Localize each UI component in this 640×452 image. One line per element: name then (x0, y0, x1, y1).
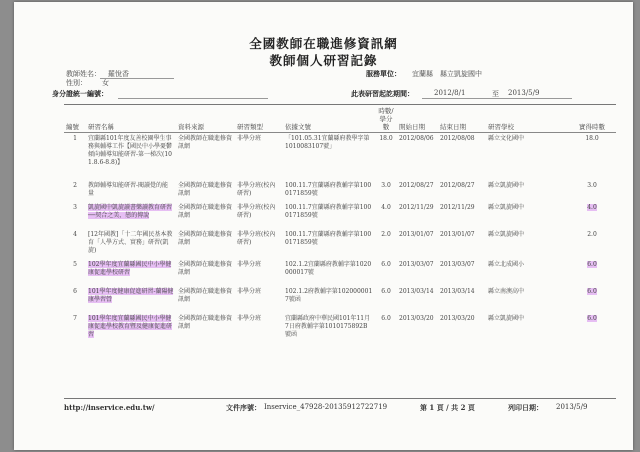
site-url: http://inservice.edu.tw/ (64, 403, 155, 412)
table-row (64, 180, 616, 202)
training-type: 非學分班 (237, 287, 262, 295)
col-header: 依據文號 (283, 106, 375, 133)
highlighted-earned-hours: 6.0 (587, 260, 597, 268)
col-header: 開始日期 (397, 106, 438, 133)
unit-label: 服務單位： (366, 69, 401, 78)
document-title: 全國教師在職進修資訊網 (249, 36, 398, 51)
training-school: 縣立北成國小 (488, 260, 525, 268)
hours: 6.0 (381, 287, 391, 295)
print-date: 2013/5/9 (556, 403, 588, 411)
end-date: 2013/01/07 (440, 230, 475, 238)
end-date: 2013/03/07 (440, 260, 475, 268)
document-serial: Inservice_47928-20135912722719 (264, 403, 388, 411)
training-records-table (64, 106, 616, 351)
id-label: 身分證統一編號： (52, 89, 108, 98)
earned-hours: 2.0 (587, 230, 597, 238)
end-date: 2013/03/14 (440, 287, 475, 295)
end-date: 2012/11/29 (440, 203, 475, 211)
end-date: 2012/08/27 (440, 181, 475, 189)
col-header: 時數/學分數 (375, 106, 397, 133)
training-name (86, 202, 176, 229)
highlighted-earned-hours: 4.0 (587, 203, 597, 211)
period-label: 此表研習起訖期間： (351, 89, 414, 98)
row-number: 3 (73, 203, 77, 211)
highlighted-earned-hours: 6.0 (587, 314, 597, 322)
training-name: [12年國教]「十二年國民基本教育「人學方式、實務」研習(凱旋) (88, 230, 173, 254)
document-number: 102.1.2宜蘭縣府教輔字第1020000017號 (285, 260, 372, 276)
training-type: 非學分班 (237, 135, 262, 142)
hours: 6.0 (381, 314, 391, 322)
row-number: 5 (73, 260, 77, 268)
name-underline (100, 78, 174, 79)
table-row (64, 286, 616, 313)
col-header: 研習名稱 (86, 106, 176, 133)
gender-label: 性別： (66, 79, 87, 87)
hours: 3.0 (381, 181, 391, 189)
start-date: 2013/03/07 (399, 260, 434, 268)
period-start: 2012/8/1 (434, 89, 466, 97)
docno-label: 文件序號： (226, 403, 261, 412)
hours: 6.0 (381, 260, 391, 268)
training-type: 非學分班(校內研習) (237, 181, 276, 197)
start-date: 2012/08/27 (399, 181, 434, 189)
col-header: 資料來源 (176, 106, 235, 133)
period-end: 2013/5/9 (508, 89, 540, 97)
col-header: 編號 (64, 106, 86, 133)
row-number: 4 (73, 230, 77, 238)
highlighted-training-name: 101學年度宜蘭縣國民中小學健康促進學校教育暨及健康促進研習 (88, 314, 173, 338)
table-row (64, 202, 616, 229)
document-number: 102.1.2府教輔字第1020000017號函 (285, 287, 373, 303)
training-type: 非學分班(校內研習) (237, 203, 276, 219)
highlighted-training-name: 101學年度健康促進研習-蘭陽健康學習營 (88, 287, 174, 303)
period-to: 至 (492, 90, 499, 98)
training-name: 教師輔導知能研習-閱讀覺的能量 (88, 181, 169, 197)
earned-hours (568, 286, 616, 313)
teacher-gender: 女 (102, 79, 109, 87)
earned-hours (568, 259, 616, 286)
training-school: 縣立南澳高中 (488, 287, 525, 295)
document-number: 宜蘭縣政府中華民國101年11月7日府教輔字第1010175892B號函 (285, 314, 371, 338)
end-date: 2012/08/08 (440, 135, 475, 142)
data-source: 全國教師在職進修資訊網 (178, 181, 233, 197)
earned-hours: 18.0 (585, 135, 599, 142)
training-name (86, 286, 176, 313)
row-number: 2 (73, 181, 77, 189)
hours: 4.0 (381, 203, 391, 211)
earned-hours: 3.0 (587, 181, 597, 189)
row-number: 1 (73, 135, 77, 142)
data-source: 全國教師在職進修資訊網 (178, 260, 233, 276)
end-date: 2013/03/20 (440, 314, 475, 322)
training-type: 非學分班 (237, 314, 262, 322)
document-number: 100.11.7宜蘭縣府教輔字第1000171859號 (285, 230, 372, 246)
training-name (86, 259, 176, 286)
earned-hours (568, 313, 616, 351)
table-row (64, 133, 616, 180)
highlighted-earned-hours: 6.0 (587, 287, 597, 295)
start-date: 2012/08/06 (399, 135, 434, 142)
document-number: 「101.05.31宜蘭縣府教學字第1010083107號」 (285, 135, 370, 150)
col-header: 結束日期 (438, 106, 486, 133)
hours: 18.0 (379, 135, 393, 142)
row-number: 7 (73, 314, 77, 322)
hours: 2.0 (381, 230, 391, 238)
training-name: 宜蘭縣101年度友善校園學生事務與輔導工作【國民中小學憂鬱傾向輔導知能研習-第一梯次(101.8.6-8.8)】 (88, 135, 173, 166)
id-underline (118, 98, 268, 99)
table-header-row (64, 106, 616, 133)
document-subtitle: 教師個人研習記錄 (269, 53, 378, 68)
table-row (64, 313, 616, 351)
data-source: 全國教師在職進修資訊網 (178, 314, 233, 330)
teacher-name: 羅悅香 (108, 70, 129, 78)
service-unit: 宜蘭縣 縣立凱旋國中 (412, 70, 482, 78)
data-source: 全國教師在職進修資訊網 (178, 135, 233, 150)
document-page (14, 2, 633, 450)
footer-rule (64, 398, 616, 399)
training-type: 非學分班 (237, 260, 262, 268)
earned-hours (568, 202, 616, 229)
highlighted-training-name: 凱旋國中凱旋讀書樂讀教育研習──契合之美，戀的傳說 (88, 203, 173, 219)
training-school: 縣立凱旋國中 (488, 181, 525, 189)
name-label: 教師姓名： (66, 70, 101, 78)
page-indicator: 第 1 頁 / 共 2 頁 (420, 403, 475, 412)
document-number: 100.11.7宜蘭縣府教輔字第1000171859號 (285, 181, 372, 197)
start-date: 2013/03/20 (399, 314, 434, 322)
start-date: 2013/03/14 (399, 287, 434, 295)
training-school: 縣立凱旋國中 (488, 203, 525, 211)
table-row (64, 229, 616, 259)
data-source: 全國教師在職進修資訊網 (178, 230, 233, 246)
training-type: 非學分班(校內研習) (237, 230, 276, 246)
document-number: 100.11.7宜蘭縣府教輔字第1000171859號 (285, 203, 372, 219)
training-name (86, 313, 176, 351)
table-row (64, 259, 616, 286)
training-school: 縣立凱旋國中 (488, 314, 525, 322)
training-school: 縣立凱旋國中 (488, 230, 525, 238)
highlighted-training-name: 102學年度宜蘭縣國民中小學健康促進學校研習 (88, 260, 172, 276)
data-source: 全國教師在職進修資訊網 (178, 287, 233, 303)
period-underline (422, 98, 572, 99)
start-date: 2013/01/07 (399, 230, 434, 238)
col-header: 實得時數 (568, 106, 616, 133)
training-school: 縣立文化國中 (488, 135, 525, 142)
col-header: 研習類型 (235, 106, 283, 133)
table-top-rule (64, 104, 616, 105)
data-source: 全國教師在職進修資訊網 (178, 203, 233, 219)
row-number: 6 (73, 287, 77, 295)
col-header: 研習學校 (486, 106, 568, 133)
start-date: 2012/11/29 (399, 203, 434, 211)
print-date-label: 列印日期： (508, 403, 543, 412)
